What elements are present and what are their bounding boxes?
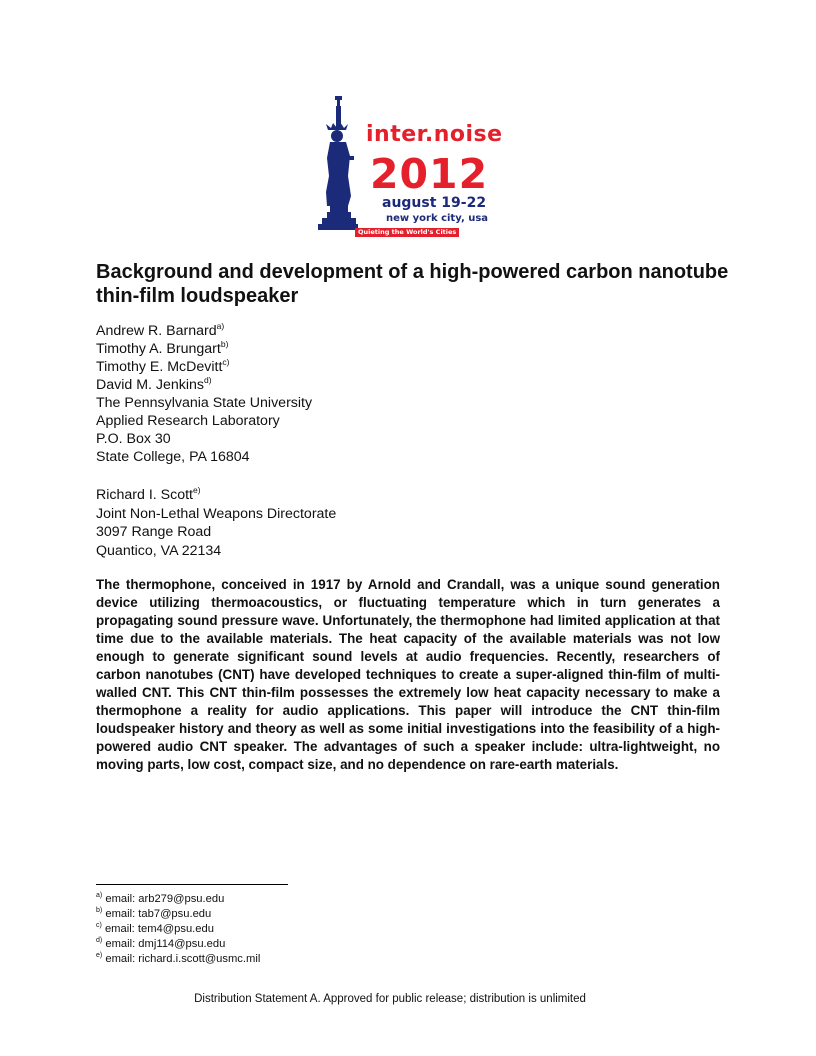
author-line <box>96 376 312 394</box>
footnote-divider <box>96 884 288 885</box>
author-mark: c) <box>222 357 230 367</box>
logo-tagline: Quieting the World's Cities <box>355 228 459 237</box>
affiliation-line: P.O. Box 30 <box>96 431 171 447</box>
affiliation-line: The Pennsylvania State University <box>96 395 313 411</box>
author-name: Andrew R. Barnard <box>96 323 217 339</box>
affiliation-line: State College, PA 16804 <box>96 449 250 465</box>
paper-title: Background and development of a high-powered carbon nanotube thin-film loudspeaker <box>96 261 729 307</box>
distribution-statement: Distribution Statement A. Approved for public release; distribution is unlimited <box>194 993 586 1005</box>
footnote <box>96 892 260 907</box>
footnote <box>96 937 260 952</box>
logo-dates: august 19-22 <box>382 195 487 211</box>
affiliation-line: Quantico, VA 22134 <box>96 542 222 559</box>
author-line <box>96 358 312 376</box>
conference-logo <box>318 96 504 242</box>
logo-city: new york city, usa <box>386 213 489 224</box>
footnote-mark: d) <box>96 937 103 944</box>
footnote-text: email: richard.i.scott@usmc.mil <box>102 953 261 965</box>
author-name: David M. Jenkins <box>96 377 205 393</box>
footnote-mark: a) <box>96 892 103 899</box>
author-line <box>96 322 312 340</box>
author-mark: e) <box>193 485 201 495</box>
footnote-mark: e) <box>96 952 103 959</box>
footnotes <box>96 892 260 967</box>
author-line <box>96 340 312 358</box>
logo-brand: inter.noise <box>366 122 503 147</box>
author-mark: a) <box>216 321 225 331</box>
author-name: Richard I. Scott <box>96 487 193 503</box>
footnote <box>96 952 260 967</box>
author-name: Timothy A. Brungart <box>96 341 221 357</box>
footnote <box>96 922 260 937</box>
footnote-mark: c) <box>96 922 102 929</box>
abstract: The thermophone, conceived in 1917 by Arnold and Crandall, was a unique sound generation device utilizing thermoacoustics, or fluctuating temperature which in turn generates a propagating sound pressure wave. Unfortunately, the thermophone had limited application at that time due to the available materials. The heat capacity of the available materials was not low enough to generate significant sound levels at audio frequencies. Recently, researchers of carbon nanotubes (CNT) have developed techniques to create a super-aligned thin-film of multi-walled CNT. This CNT thin-film possesses the extremely low heat capacity necessary to make a thermophone a reality for audio applications. This paper will introduce the CNT thin-film loudspeaker history and theory as well as some initial investigations into the feasibility of a high-powered audio CNT speaker. The advantages of such a speaker include: ultra-lightweight, no moving parts, low cost, compact size, and no dependence on rare-earth materials. <box>96 577 720 772</box>
authors-block <box>96 322 312 466</box>
second-author-block <box>96 486 336 560</box>
footnote-text: email: arb279@psu.edu <box>102 893 225 905</box>
affiliation-line: 3097 Range Road <box>96 524 212 540</box>
author-mark: b) <box>220 339 229 349</box>
author-mark: d) <box>204 375 212 385</box>
footnote-text: email: tab7@psu.edu <box>102 908 212 920</box>
footnote-text: email: tem4@psu.edu <box>101 923 214 935</box>
logo-year: 2012 <box>370 150 489 198</box>
author-line <box>96 486 336 505</box>
author-name: Timothy E. McDevitt <box>96 359 223 375</box>
footnote-text: email: dmj114@psu.edu <box>102 938 226 950</box>
footnote-mark: b) <box>96 907 103 914</box>
affiliation-line: Applied Research Laboratory <box>96 413 280 429</box>
affiliation-line: Joint Non-Lethal Weapons Directorate <box>96 505 337 522</box>
footnote <box>96 907 260 922</box>
